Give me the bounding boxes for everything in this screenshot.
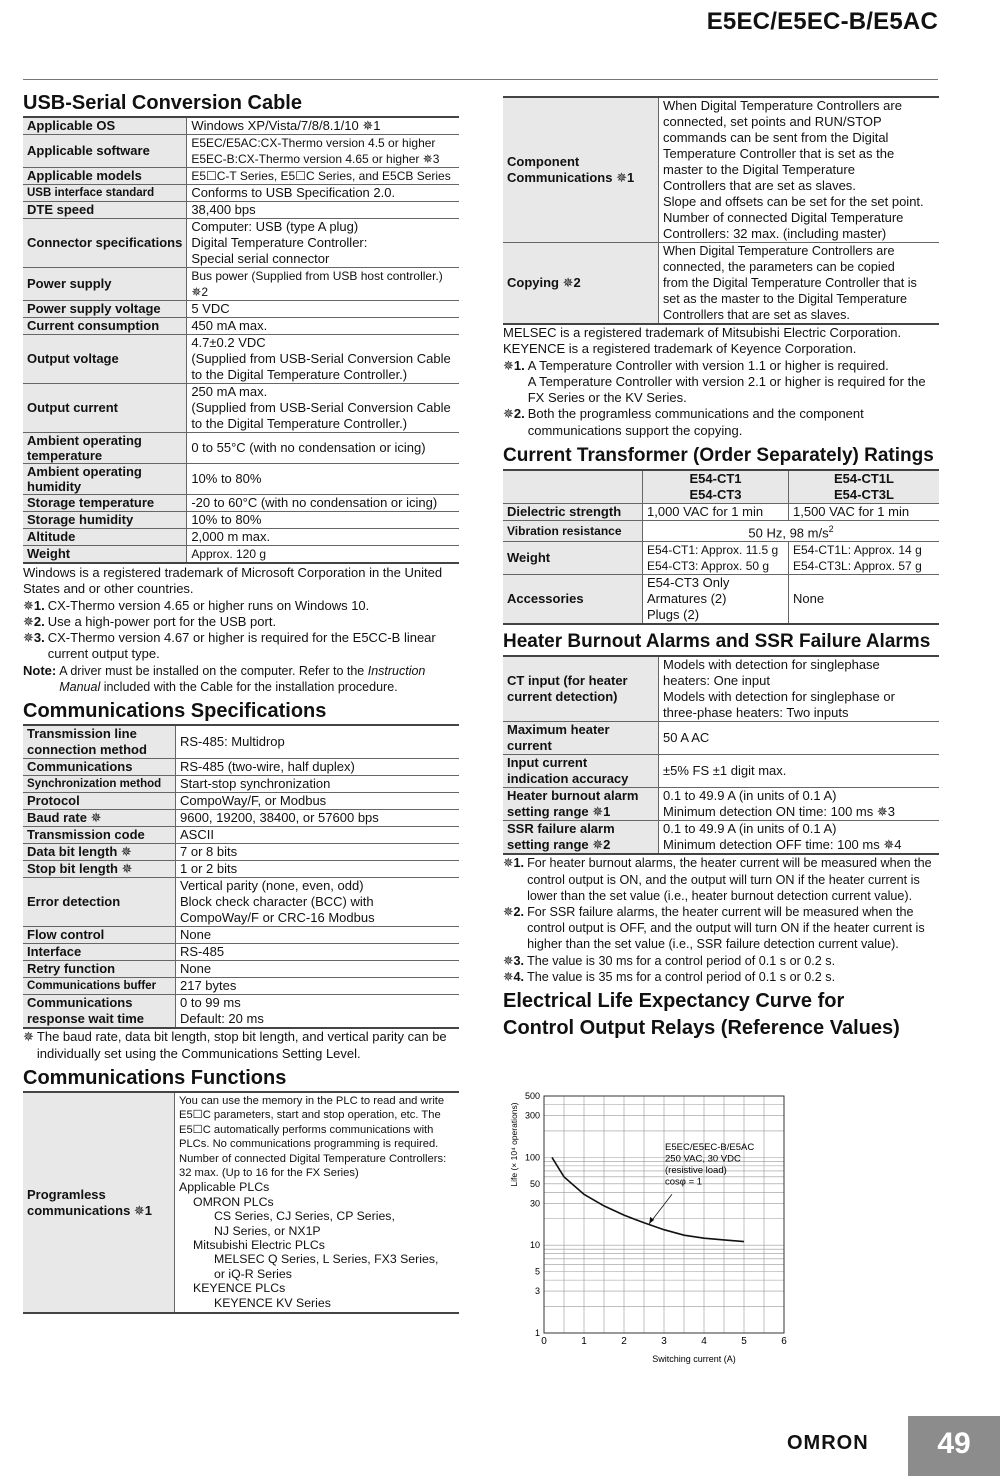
table-row [23, 793, 459, 810]
row-label: Protocol [23, 793, 176, 810]
table-row [23, 961, 459, 978]
table-row [23, 335, 459, 384]
life-title: Electrical Life Expectancy Curve for Control Output Relays (Reference Values) [503, 990, 900, 1040]
ct-weight-label: Weight [503, 542, 643, 575]
table-row [23, 202, 459, 219]
x-tick-label: 1 [581, 1336, 587, 1347]
table-row [503, 788, 939, 821]
desc-line: from the Digital Temperature Controller that is [663, 276, 917, 290]
plc-line: NJ Series, or NX1P [214, 1223, 321, 1238]
row-value: ASCII [176, 827, 460, 844]
row-value: 450 mA max. [187, 318, 459, 335]
y-tick-label: 100 [524, 1152, 540, 1163]
row-label: Communications response wait time [23, 995, 176, 1029]
table-row [23, 827, 459, 844]
x-tick-label: 5 [741, 1336, 747, 1347]
ct-dielectric-2: 1,500 VAC for 1 min [789, 504, 940, 521]
footnote: ✵2. Use a high-power port for the USB port. [23, 613, 277, 629]
note-post: included with the Cable for the installation procedure. [100, 680, 398, 695]
ct-acc-1: E54-CT3 Only Armatures (2) Plugs (2) [643, 575, 789, 625]
y-tick-label: 30 [529, 1198, 540, 1209]
desc-line: Slope and offsets can be set for the set point. [663, 194, 924, 209]
table-row [23, 861, 459, 878]
table-row [23, 776, 459, 793]
table-row [23, 495, 459, 512]
programless-desc [175, 1092, 460, 1313]
row-value: 38,400 bps [187, 202, 459, 219]
row-value: Approx. 120 g [187, 546, 459, 564]
table-row [503, 821, 939, 855]
x-tick-label: 0 [541, 1336, 547, 1347]
func-notes [503, 325, 939, 439]
table-row [23, 844, 459, 861]
chart-annotation-line: cosφ = 1 [665, 1176, 703, 1188]
chart-annotation-line: 250 VAC, 30 VDC [665, 1153, 741, 1165]
table-row [23, 995, 459, 1029]
row-value: 217 bytes [176, 978, 460, 995]
comm-func-title: Communications Functions [23, 1066, 287, 1089]
table-row [23, 117, 459, 135]
row-label: Flow control [23, 927, 176, 944]
component-table [503, 96, 939, 325]
row-value: 10% to 80% [187, 512, 459, 529]
desc-line: Temperature Controller that is set as the [663, 146, 895, 161]
footnote: ✵3. CX-Thermo version 4.67 or higher is required for the E5CC-B linear current output type. [23, 630, 436, 662]
desc-line: E5☐C automatically performs communications with [179, 1123, 434, 1136]
table-row [23, 512, 459, 529]
table-row [23, 433, 459, 464]
heater-notes [503, 855, 939, 985]
desc-line: set as the master to the Digital Temperature [663, 292, 908, 306]
usb-trademark: Windows is a registered trademark of Microsoft Corporation in the United States and or other countries. [23, 565, 443, 597]
desc-line: Controllers that are set as slaves. [663, 308, 850, 322]
chart-annotation-line: E5EC/E5EC-B/E5AC [665, 1142, 755, 1153]
desc-line: Number of connected Digital Temperature [663, 210, 904, 225]
desc-line: master to the Digital Temperature [663, 162, 855, 177]
row-label: Power supply [23, 268, 187, 301]
row-value: CompoWay/F, or Modbus [176, 793, 460, 810]
plc-line: MELSEC Q Series, L Series, FX3 Series, [214, 1252, 439, 1267]
y-tick-label: 500 [524, 1091, 540, 1101]
life-chart [503, 1090, 803, 1370]
row-label: Output current [23, 384, 187, 433]
row-label: Connector specifications [23, 219, 187, 268]
programless-label: Programless communications ✵1 [23, 1092, 175, 1313]
row-label: Baud rate ✵ [23, 810, 176, 827]
programless-table [23, 1091, 459, 1314]
footnote: ✵1. CX-Thermo version 4.65 or higher runs on Windows 10. [23, 597, 370, 613]
row-value: 4.7±0.2 VDC (Supplied from USB-Serial Conversion Cable to the Digital Temperature Controller.) [187, 335, 459, 384]
note-text: The baud rate, data bit length, stop bit length, and vertical parity can be individually set using the Communications Setting Level. [36, 1029, 447, 1061]
row-value: ±5% FS ±1 digit max. [659, 755, 940, 788]
row-label: Storage temperature [23, 495, 187, 512]
row-value: -20 to 60°C (with no condensation or icing) [187, 495, 459, 512]
row-value: 9600, 19200, 38400, or 57600 bps [176, 810, 460, 827]
x-tick-label: 3 [661, 1336, 667, 1347]
row-label: Storage humidity [23, 512, 187, 529]
trademark-line: KEYENCE is a registered trademark of Keyence Corporation. [503, 341, 857, 357]
ct-dielectric-label: Dielectric strength [503, 504, 643, 521]
y-tick-label: 5 [534, 1266, 540, 1277]
trademark-line: MELSEC is a registered trademark of Mitsubishi Electric Corporation. [503, 325, 902, 340]
row-value: 5 VDC [187, 301, 459, 318]
row-label: Input current indication accuracy [503, 755, 659, 788]
table-row [23, 268, 459, 301]
row-value: Vertical parity (none, even, odd) Block check character (BCC) with CompoWay/F or CRC-16 Modbus [176, 878, 460, 927]
plc-line: OMRON PLCs [193, 1194, 274, 1209]
table-row [23, 168, 459, 185]
footnote: ✵2. Both the programless communications and the component communications support the copying. [503, 406, 864, 438]
row-label: Synchronization method [23, 776, 176, 793]
table-row [23, 318, 459, 335]
row-label: Ambient operating temperature [23, 433, 187, 464]
row-value: Start-stop synchronization [176, 776, 460, 793]
row-value: Bus power (Supplied from USB host controller.) ✵2 [187, 268, 459, 301]
table-row [23, 301, 459, 318]
row-value: 0.1 to 49.9 A (in units of 0.1 A) Minimum detection OFF time: 100 ms ✵4 [659, 821, 940, 855]
row-value: RS-485: Multidrop [176, 725, 460, 759]
ct-weight-2: E54-CT1L: Approx. 14 g E54-CT3L: Approx. 57 g [789, 542, 940, 575]
footnote: ✵2. For SSR failure alarms, the heater current will be measured when the control output is OFF, and the output will turn ON if the heater current is higher than the set value (i.e., SSR failure detection current value). [503, 905, 925, 952]
ct-corner [503, 470, 643, 504]
row-value: None [176, 927, 460, 944]
copying-label: Copying ✵2 [503, 243, 659, 325]
page-number: 49 [908, 1416, 1000, 1476]
table-row [23, 927, 459, 944]
row-label: Transmission code [23, 827, 176, 844]
table-row [23, 185, 459, 202]
row-label: Transmission line connection method [23, 725, 176, 759]
desc-line: PLCs. No communications programming is required. [179, 1138, 439, 1151]
footnote: ✵3. The value is 30 ms for a control period of 0.1 s or 0.2 s. [503, 953, 836, 968]
table-row [23, 384, 459, 433]
y-tick-label: 50 [529, 1178, 540, 1189]
footnote: ✵1. A Temperature Controller with version 1.1 or higher is required. A Temperature Controller with version 2.1 or higher is required for the FX Series or the KV Series. [503, 357, 926, 406]
desc-line: connected, set points and RUN/STOP [663, 114, 882, 129]
row-label: Weight [23, 546, 187, 564]
row-value: Models with detection for singlephase heaters: One input Models with detection for singlephase or three-phase heaters: Two inputs [659, 656, 940, 722]
desc-line: connected, the parameters can be copied [663, 260, 895, 274]
y-tick-label: 3 [534, 1286, 540, 1297]
row-label: Ambient operating humidity [23, 464, 187, 495]
row-value: 7 or 8 bits [176, 844, 460, 861]
row-label: Retry function [23, 961, 176, 978]
component-label: Component Communications ✵1 [503, 97, 659, 243]
comm-spec-note [23, 1029, 459, 1062]
plc-line: or iQ-R Series [214, 1266, 292, 1281]
table-row [23, 546, 459, 564]
y-axis-label: Life (× 10⁴ operations) [509, 1102, 519, 1187]
usb-section-title: USB-Serial Conversion Cable [23, 92, 302, 114]
row-value: 0.1 to 49.9 A (in units of 0.1 A) Minimum detection ON time: 100 ms ✵3 [659, 788, 940, 821]
ct-col1-header: E54-CT1 E54-CT3 [643, 470, 789, 504]
row-label: Error detection [23, 878, 176, 927]
row-label: Applicable OS [23, 117, 187, 135]
table-row [23, 978, 459, 995]
table-row [23, 878, 459, 927]
x-axis-label: Switching current (A) [652, 1354, 736, 1364]
x-tick-label: 4 [701, 1336, 707, 1347]
plc-line: KEYENCE KV Series [214, 1295, 331, 1310]
row-value: Conforms to USB Specification 2.0. [187, 185, 459, 202]
row-value: E5EC/E5AC:CX-Thermo version 4.5 or higher E5EC-B:CX-Thermo version 4.65 or higher ✵3 [187, 135, 459, 168]
row-value: RS-485 (two-wire, half duplex) [176, 759, 460, 776]
desc-line: 32 max. (Up to 16 for the FX Series) [179, 1167, 359, 1179]
ct-vibration-label: Vibration resistance [503, 521, 643, 542]
row-value: 0 to 55°C (with no condensation or icing) [187, 433, 459, 464]
row-label: Applicable models [23, 168, 187, 185]
row-label: DTE speed [23, 202, 187, 219]
y-tick-label: 10 [529, 1240, 540, 1251]
table-row [23, 944, 459, 961]
table-row [23, 219, 459, 268]
y-tick-label: 300 [524, 1110, 540, 1121]
row-label: Power supply voltage [23, 301, 187, 318]
row-value: 1 or 2 bits [176, 861, 460, 878]
desc-line: When Digital Temperature Controllers are [663, 98, 902, 113]
usb-notes [23, 565, 459, 695]
plc-line: CS Series, CJ Series, CP Series, [214, 1209, 395, 1224]
table-row [23, 725, 459, 759]
y-tick-label: 1 [534, 1328, 540, 1338]
row-value: 2,000 m max. [187, 529, 459, 546]
plc-line: Mitsubishi Electric PLCs [193, 1238, 325, 1253]
table-row [23, 464, 459, 495]
desc-line: When Digital Temperature Controllers are [663, 244, 895, 258]
row-value: 50 A AC [659, 722, 940, 755]
desc-line: Controllers that are set as slaves. [663, 178, 856, 193]
row-label: Interface [23, 944, 176, 961]
heater-title: Heater Burnout Alarms and SSR Failure Alarms [503, 631, 931, 653]
left-column [23, 90, 459, 1314]
row-value: RS-485 [176, 944, 460, 961]
omron-logo: OMRON [787, 1432, 869, 1454]
row-label: Data bit length ✵ [23, 844, 176, 861]
table-row [503, 722, 939, 755]
plc-line: KEYENCE PLCs [193, 1281, 286, 1296]
desc-line: Number of connected Digital Temperature Controllers: [179, 1152, 447, 1165]
row-label: CT input (for heater current detection) [503, 656, 659, 722]
row-label: Altitude [23, 529, 187, 546]
comm-spec-table [23, 724, 459, 1029]
row-value: Computer: USB (type A plug) Digital Temperature Controller: Special serial connector [187, 219, 459, 268]
row-value: 0 to 99 ms Default: 20 ms [176, 995, 460, 1029]
ct-acc-2: None [789, 575, 940, 625]
plc-line: Applicable PLCs [179, 1180, 270, 1195]
life-chart-svg [503, 1090, 803, 1370]
table-row [23, 759, 459, 776]
note-pre: A driver must be installed on the computer. Refer to the [59, 663, 368, 678]
desc-line: You can use the memory in the PLC to read and write [179, 1094, 445, 1107]
table-row [503, 656, 939, 722]
row-label: Output voltage [23, 335, 187, 384]
table-row [503, 755, 939, 788]
header-rule [23, 79, 938, 80]
ct-table [503, 469, 939, 625]
desc-line: Controllers: 32 max. (including master) [663, 226, 887, 241]
ct-weight-1: E54-CT1: Approx. 11.5 g E54-CT3: Approx. 50 g [643, 542, 789, 575]
comm-spec-title: Communications Specifications [23, 700, 327, 723]
row-value: 10% to 80% [187, 464, 459, 495]
copying-desc [659, 243, 940, 325]
row-value: None [176, 961, 460, 978]
footnote: ✵1. For heater burnout alarms, the heater current will be measured when the control output is ON, and the output will turn ON if the heater current is lower than the set value (i.e., heater burnout detection current value). [503, 856, 932, 903]
row-label: SSR failure alarm setting range ✵2 [503, 821, 659, 855]
ct-vibration-value: 50 Hz, 98 $m/s^2$ [643, 521, 940, 542]
page-header-title: E5EC/E5EC-B/E5AC [706, 8, 938, 35]
x-tick-label: 6 [781, 1336, 787, 1347]
note-mark: ✵ [23, 1029, 34, 1045]
row-label: Current consumption [23, 318, 187, 335]
table-row [23, 529, 459, 546]
chart-annotation-line: (resistive load) [665, 1165, 727, 1176]
row-label: Applicable software [23, 135, 187, 168]
row-label: Maximum heater current [503, 722, 659, 755]
note-label: Note: [23, 662, 57, 678]
row-label: Communications buffer [23, 978, 176, 995]
ct-col2-header: E54-CT1L E54-CT3L [789, 470, 940, 504]
row-label: Heater burnout alarm setting range ✵1 [503, 788, 659, 821]
table-row [23, 810, 459, 827]
note-italic: Instruction Manual [59, 663, 426, 695]
x-tick-label: 2 [621, 1336, 627, 1347]
usb-spec-table [23, 116, 459, 564]
right-column [503, 96, 939, 1042]
component-desc [659, 97, 940, 243]
row-label: Stop bit length ✵ [23, 861, 176, 878]
row-value: 250 mA max. (Supplied from USB-Serial Conversion Cable to the Digital Temperature Controller.) [187, 384, 459, 433]
row-label: USB interface standard [23, 185, 187, 202]
ct-dielectric-1: 1,000 VAC for 1 min [643, 504, 789, 521]
ct-acc-label: Accessories [503, 575, 643, 625]
usb-driver-note [23, 663, 459, 696]
row-value: Windows XP/Vista/7/8/8.1/10 ✵1 [187, 117, 459, 135]
row-value: E5☐C-T Series, E5☐C Series, and E5CB Series [187, 168, 459, 185]
desc-line: commands can be sent from the Digital [663, 130, 889, 145]
table-row [23, 135, 459, 168]
ct-title: Current Transformer (Order Separately) Ratings [503, 445, 934, 467]
row-label: Communications [23, 759, 176, 776]
heater-table [503, 655, 939, 855]
desc-line: E5☐C parameters, start and stop operation, etc. The [179, 1109, 441, 1122]
footnote: ✵4. The value is 35 ms for a control period of 0.1 s or 0.2 s. [503, 969, 836, 984]
